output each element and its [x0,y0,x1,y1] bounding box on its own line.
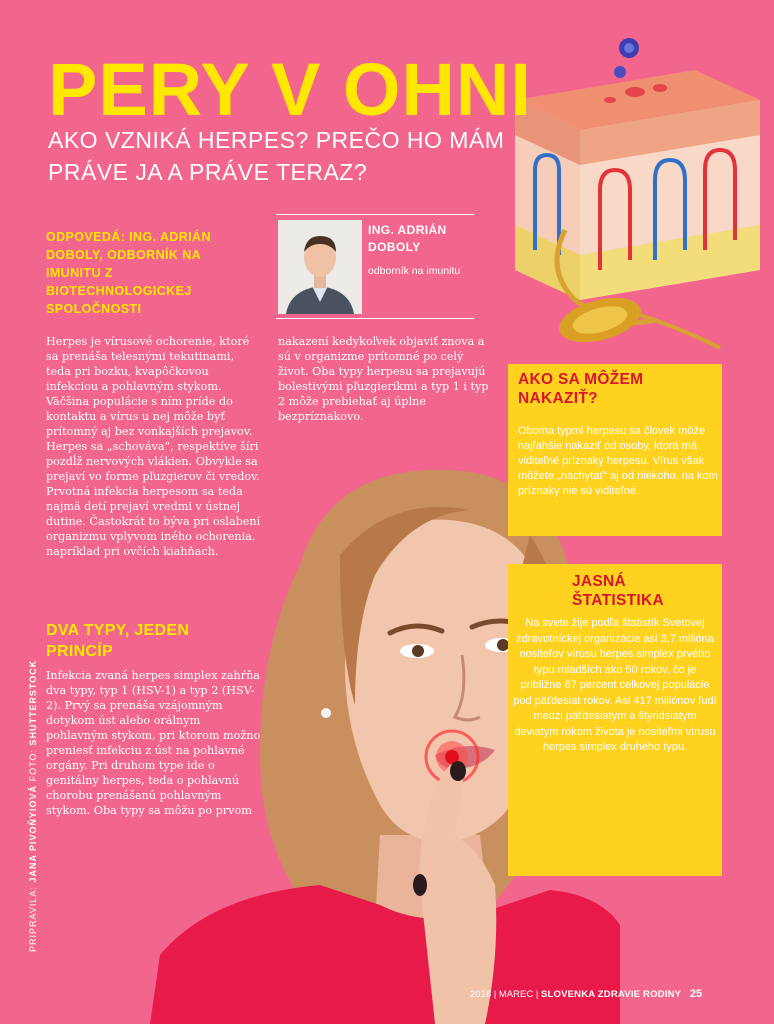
skin-cross-section-illustration [505,30,770,360]
expert-card [276,214,474,318]
footer-issue: 2018 | MAREC | [470,989,539,1000]
section-heading: DVA TYPY, JEDEN PRINCÍP [46,622,190,660]
page-number: 25 [689,988,703,1000]
footer-magazine: SLOVENKA ZDRAVIE RODINY [540,989,682,1000]
expert-photo [278,220,362,314]
divider [276,318,474,319]
box-title: JASNÁ ŠTATISTIKA [572,573,664,609]
credit-photo-source: SHUTTERSTOCK [28,659,38,746]
article-paragraph: Herpes je vírusové ochorenie, ktoré sa prenáša telesnými tekutinami, teda pri bozku, kvapôčkovou infekciou a pohlavným stykom. Väčšina populácie s ním príde do kontaktu a vírus u nej môže byť prítomný aj bez vonkajších prejavov. Herpes sa „schováva“, respektíve šíri pozdĺž nervových vlákien. Obvykle sa prejaví vo forme pľuzgierov či vredov. Prvotná infekcia herpesom sa teda najmä detí prejaví vredmi v ústnej dutine. Častokrát to býva pri oslabení organizmu vplyvom iného ochorenia, napríklad pri ovčích kiahňach. [46,335,261,558]
answer-credit: ODPOVEDÁ: ING. ADRIÁN DOBOLY, ODBORNÍK NA IMUNITU Z BIOTECHNOLOGICKEJ SPOLOČNOSTI [46,230,211,316]
photo-credits [28,659,38,952]
article-paragraph: nakazení kedykoľvek objaviť znova a sú v organizme prítomné po celý život. Oba typy herpesu sa prejavujú bolestivými pľuzgierikmi a typ 1 i typ 2 môže prebiehať aj úplne bezpríznakovo. [278,335,489,423]
divider [276,214,474,215]
box-text: Oboma typmi herpesu sa človek môže najľahšie nakaziť od osoby, ktorá má viditeľné príznaky herpesu. Vírus však môžete „nachytať“ aj od niekoho, na kom príznaky nie sú viditeľné. [518,425,718,497]
credit-photo-label: FOTO: [28,749,38,782]
expert-portrait-icon [278,220,362,314]
article-paragraph: Infekcia zvaná herpes simplex zahŕňa dva typy, typ 1 (HSV-1) a typ 2 (HSV-2). Prvý sa prenáša vzájomným dotykom úst alebo orálnym pohlavným stykom, pri ktorom možno preniesť infekciu z úst na pohlavné orgány. Pri druhom type ide o genitálny herpes, teda o pohlavnú chorobu prenášanú pohlavným stykom. Oba typy sa môžu po prvom [46,669,261,817]
credit-prepared-label: PRIPRAVILA: [28,886,38,952]
credit-prepared-name: JANA PIVOŇYIOVÁ [28,784,38,883]
expert-name: ING. ADRIÁN DOBOLY [368,223,447,254]
box-text: Na svete žije podľa štatistík Svetovej zdravotníckej organizácie asi 3,7 miliónа nositeľov vírusu herpes simplex prvého typu mladších ako 50 rokov, čo je približne 67 percent celkovej populácie pod päťdesiat rokov. Asi 417 miliónov ľudí medzi päťdesiatym a štyridsiatym deviatym rokom života je nositeľmi vírusu herpes simplex druhého typu. [513,617,717,753]
page-subtitle: AKO VZNIKÁ HERPES? PREČO HO MÁM PRÁVE JA A PRÁVE TERAZ? [48,127,505,185]
box-title: AKO SA MÔŽEM NAKAZIŤ? [518,371,644,407]
sidebar-box-statistics [508,564,722,876]
expert-role: odborník na imunitu [368,265,461,277]
sidebar-box-infection [508,364,722,536]
page-footer [470,988,760,1000]
page-title: PERY V OHNI [48,48,532,131]
